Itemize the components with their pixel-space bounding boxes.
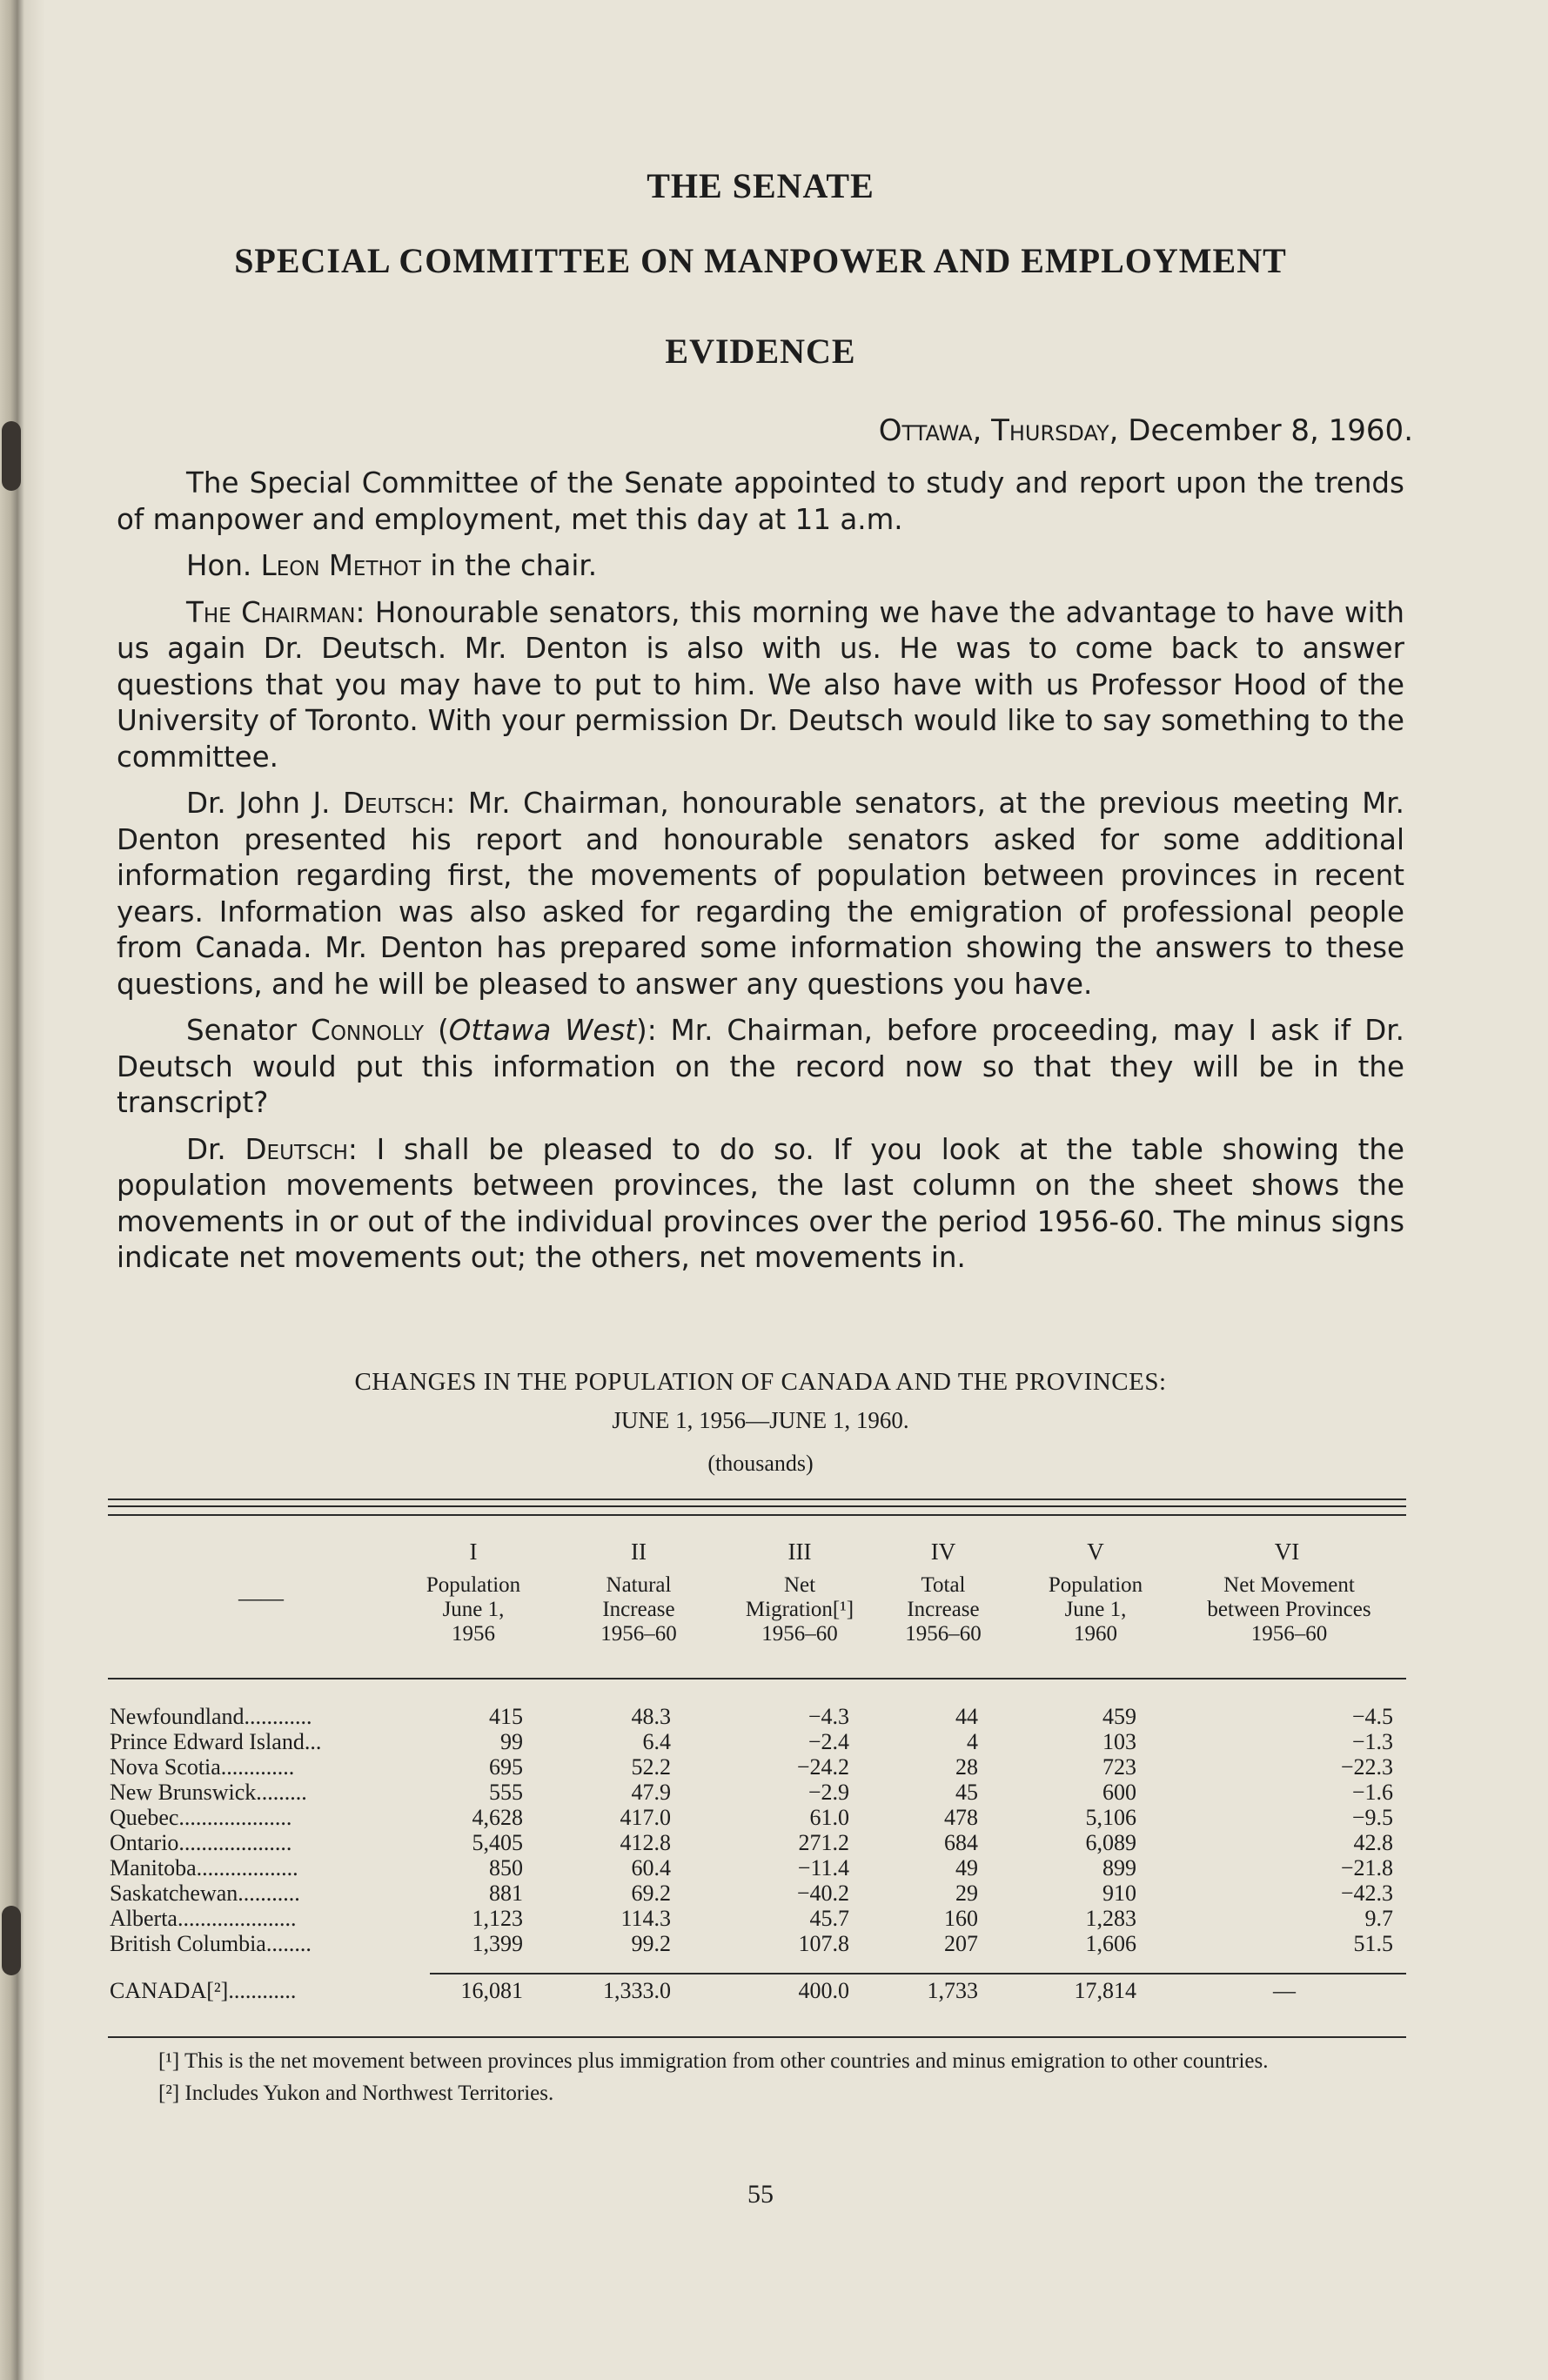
paragraph-6: [117, 1132, 1404, 1277]
col-2-header-l2: Increase: [602, 1598, 675, 1621]
col-2-header-l3: 1956–60: [600, 1622, 677, 1646]
total-cell-2: 1,333.0: [603, 1978, 671, 2003]
row-label: Alberta.....................: [110, 1906, 297, 1931]
table-cell: −40.2: [796, 1881, 849, 1906]
table-cell: 1,606: [1085, 1931, 1136, 1956]
table-cell: 9.7: [1364, 1906, 1393, 1931]
total-row-label: CANADA[²]............: [110, 1978, 297, 2003]
table-cell: 52.2: [631, 1754, 671, 1780]
table-cell: 1,123: [472, 1906, 523, 1931]
table-cell: 4,628: [472, 1805, 523, 1830]
table-cell: 47.9: [631, 1780, 671, 1805]
title-committee: SPECIAL COMMITTEE ON MANPOWER AND EMPLOYMENT: [234, 241, 1287, 280]
table-bottom-rule: [108, 2036, 1406, 2038]
table-top-rule-1: [108, 1498, 1406, 1500]
row-label: British Columbia........: [110, 1931, 312, 1956]
col-3-header-l2: Migration[¹]: [745, 1598, 854, 1621]
table-cell: 1,399: [472, 1931, 523, 1956]
table-cell: 5,106: [1085, 1805, 1136, 1830]
row-label: Newfoundland............: [110, 1704, 312, 1729]
p4-prefix: Dr. John J.: [186, 787, 331, 820]
p4-speaker: Deutsch: [342, 787, 446, 820]
title-senate: THE SENATE: [647, 166, 875, 205]
table-cell: 881: [489, 1881, 523, 1906]
table-cell: 459: [1102, 1704, 1136, 1729]
col-5-header-l2: June 1,: [1064, 1598, 1127, 1621]
footnotes: [117, 2049, 1404, 2114]
table-cell: 684: [944, 1830, 978, 1855]
body-text: [117, 466, 1404, 1287]
table-cell: 45: [955, 1780, 978, 1805]
table-cell: 4: [967, 1729, 978, 1754]
table-caption: CHANGES IN THE POPULATION OF CANADA AND THE PROVINCES:: [354, 1368, 1167, 1396]
table-cell: −1.3: [1351, 1729, 1393, 1754]
col-4-number: IV: [930, 1539, 956, 1565]
total-cell-3: 400.0: [798, 1978, 849, 2003]
row-label: Manitoba..................: [110, 1855, 298, 1881]
p6-text: : I shall be pleased to do so. If you look at the table showing the population movements between provinces, the last column on the sheet shows the movements in or out of the individual provinces over the period 1956-60. The minus signs indicate net movements out; the others, net movements in.: [117, 1132, 1404, 1274]
row-label: Ontario....................: [110, 1830, 292, 1855]
table-top-rule-3: [108, 1514, 1406, 1516]
p6-speaker: Deutsch: [245, 1132, 348, 1166]
table-cell: 417.0: [620, 1805, 671, 1830]
table-cell: 850: [489, 1855, 523, 1881]
table-cell: 723: [1102, 1754, 1136, 1780]
table-cell: 271.2: [798, 1830, 849, 1855]
paragraph-3: [117, 595, 1404, 776]
col-3-header-l3: 1956–60: [761, 1622, 838, 1646]
binding-mark-upper: [2, 421, 21, 491]
total-cell-6: —: [1273, 1978, 1296, 2003]
table-cell: 44: [955, 1704, 978, 1729]
col-2-header-l1: Natural: [606, 1573, 672, 1597]
p5-speaker: Connolly: [311, 1014, 425, 1047]
table-cell: 99: [500, 1729, 523, 1754]
table-cell: 555: [489, 1780, 523, 1805]
binding-mark-lower: [2, 1906, 21, 1975]
table-cell: 6.4: [642, 1729, 671, 1754]
table-top-rule-2: [108, 1505, 1406, 1507]
table-cell: 42.8: [1353, 1830, 1393, 1855]
table-cell: 99.2: [631, 1931, 671, 1956]
p3-speaker: The Chairman: [186, 595, 356, 629]
table-cell: 29: [955, 1881, 978, 1906]
row-label: Nova Scotia.............: [110, 1754, 295, 1780]
p4-text: : Mr. Chairman, honourable senators, at the previous meeting Mr. Denton presented his report and honourable senators asked for some additional information regarding first, the movements of population between provinces in recent years. Information was also asked for regarding the emigration of professional people from Canada. Mr. Denton has prepared some information showing the answers to these questions, and he will be pleased to answer any questions you have.: [117, 787, 1404, 1001]
col-5-header-l3: 1960: [1074, 1622, 1117, 1646]
table-cell: −1.6: [1351, 1780, 1393, 1805]
table-cell: −4.3: [808, 1704, 849, 1729]
col-6-header-l2: between Provinces: [1207, 1598, 1371, 1621]
table-cell: 60.4: [631, 1855, 671, 1881]
table-cell: 48.3: [631, 1704, 671, 1729]
table-cell: −24.2: [796, 1754, 849, 1780]
table-cell: 695: [489, 1754, 523, 1780]
table-cell: 478: [944, 1805, 978, 1830]
stub-header: ——: [238, 1586, 284, 1611]
col-2-number: II: [631, 1539, 647, 1565]
p2-prefix: Hon.: [186, 549, 252, 582]
row-label: Quebec....................: [110, 1805, 292, 1830]
col-3-header-l1: Net: [783, 1573, 816, 1597]
col-6-number: VI: [1274, 1539, 1300, 1565]
col-6-header-l1: Net Movement: [1223, 1573, 1355, 1597]
table-cell: 899: [1102, 1855, 1136, 1881]
table-cell: −42.3: [1340, 1881, 1393, 1906]
col-1-number: I: [469, 1539, 478, 1565]
row-label: Prince Edward Island...: [110, 1729, 322, 1754]
table-cell: −4.5: [1351, 1704, 1393, 1729]
table-cell: 5,405: [472, 1830, 523, 1855]
col-5-header: [1022, 1573, 1169, 1646]
table-cell: 600: [1102, 1780, 1136, 1805]
p5-open: (: [424, 1014, 449, 1047]
table-cell: 69.2: [631, 1881, 671, 1906]
col-1-header-l2: June 1,: [442, 1598, 505, 1621]
col-1-header-l3: 1956: [452, 1622, 495, 1646]
dateline-place: Ottawa, Thursday,: [878, 413, 1119, 448]
table-header-rule: [108, 1678, 1406, 1679]
col-4-header-l2: Increase: [907, 1598, 980, 1621]
paragraph-5: [117, 1013, 1404, 1122]
dateline-date: December 8, 1960.: [1128, 413, 1413, 448]
p2-suffix: in the chair.: [430, 549, 598, 582]
p2-name: Leon Methot: [260, 549, 421, 582]
table-cell: −21.8: [1340, 1855, 1393, 1881]
table-cell: 415: [489, 1704, 523, 1729]
col-4-header-l3: 1956–60: [905, 1622, 982, 1646]
p3-text: : Honourable senators, this morning we have the advantage to have with us again Dr. Deutsch. Mr. Denton is also with us. He was to come back to answer questions that you may have to put to him. We also have with us Professor Hood of the University of Toronto. With your permission Dr. Deutsch would like to say something to the committee.: [117, 595, 1404, 774]
table-cell: −11.4: [797, 1855, 849, 1881]
col-4-header: [887, 1573, 1000, 1646]
table-cell: −22.3: [1340, 1754, 1393, 1780]
col-5-header-l1: Population: [1048, 1573, 1143, 1597]
table-cell: −2.4: [808, 1729, 849, 1754]
table-cell: 51.5: [1353, 1931, 1393, 1956]
total-cell-4: 1,733: [927, 1978, 978, 2003]
paragraph-4: [117, 786, 1404, 1002]
p6-prefix: Dr.: [186, 1132, 226, 1166]
p5-text: ): Mr. Chairman, before proceeding, may I ask if Dr. Deutsch would put this information on the record now so that they will be in the transcript?: [117, 1014, 1404, 1119]
total-cell-1: 16,081: [460, 1978, 523, 2003]
dateline: [879, 413, 1413, 448]
page-binding-edge: [0, 0, 45, 2380]
col-3-number: III: [787, 1539, 812, 1565]
p5-prefix: Senator: [186, 1014, 298, 1047]
table-units: (thousands): [707, 1451, 814, 1476]
col-2-header: [582, 1573, 695, 1646]
table-cell: 114.3: [620, 1906, 671, 1931]
col-5-number: V: [1087, 1539, 1104, 1565]
footnote-1: [¹] This is the net movement between provinces plus immigration from other countries and minus emigration to other countries.: [158, 2049, 1269, 2073]
table-cell: 412.8: [620, 1830, 671, 1855]
total-cell-5: 17,814: [1074, 1978, 1136, 2003]
col-1-header-l1: Population: [426, 1573, 521, 1597]
title-evidence: EVIDENCE: [665, 332, 856, 371]
paragraph-1: The Special Committee of the Senate appointed to study and report upon the trends of manpower and employment, met this day at 11 a.m.: [117, 466, 1404, 536]
table-cell: −2.9: [808, 1780, 849, 1805]
col-1-header: [417, 1573, 530, 1646]
table-cell: 107.8: [798, 1931, 849, 1956]
row-label: Saskatchewan...........: [110, 1881, 300, 1906]
col-6-header-l3: 1956–60: [1250, 1622, 1328, 1646]
table-cell: 910: [1102, 1881, 1136, 1906]
table-cell: 207: [944, 1931, 978, 1956]
table-total-rule: [430, 1973, 1406, 1974]
paragraph-2: [117, 548, 1404, 585]
table-cell: 160: [944, 1906, 978, 1931]
table-cell: 49: [955, 1855, 978, 1881]
col-4-header-l1: Total: [921, 1573, 966, 1597]
col-6-header: [1174, 1573, 1404, 1646]
table-total-row: [110, 1978, 1408, 2004]
table-cell: −9.5: [1351, 1805, 1393, 1830]
table-cell: 45.7: [809, 1906, 849, 1931]
footnote-2: [²] Includes Yukon and Northwest Territories.: [158, 2082, 554, 2105]
table-cell: 103: [1102, 1729, 1136, 1754]
p5-riding: Ottawa West: [448, 1014, 637, 1047]
page-number: 55: [747, 2180, 774, 2209]
table-cell: 1,283: [1085, 1906, 1136, 1931]
table-cell: 28: [955, 1754, 978, 1780]
table-cell: 6,089: [1085, 1830, 1136, 1855]
table-subcaption: JUNE 1, 1956—JUNE 1, 1960.: [612, 1407, 909, 1433]
table-cell: 61.0: [809, 1805, 849, 1830]
col-3-header: [726, 1573, 874, 1646]
row-label: New Brunswick.........: [110, 1780, 307, 1805]
